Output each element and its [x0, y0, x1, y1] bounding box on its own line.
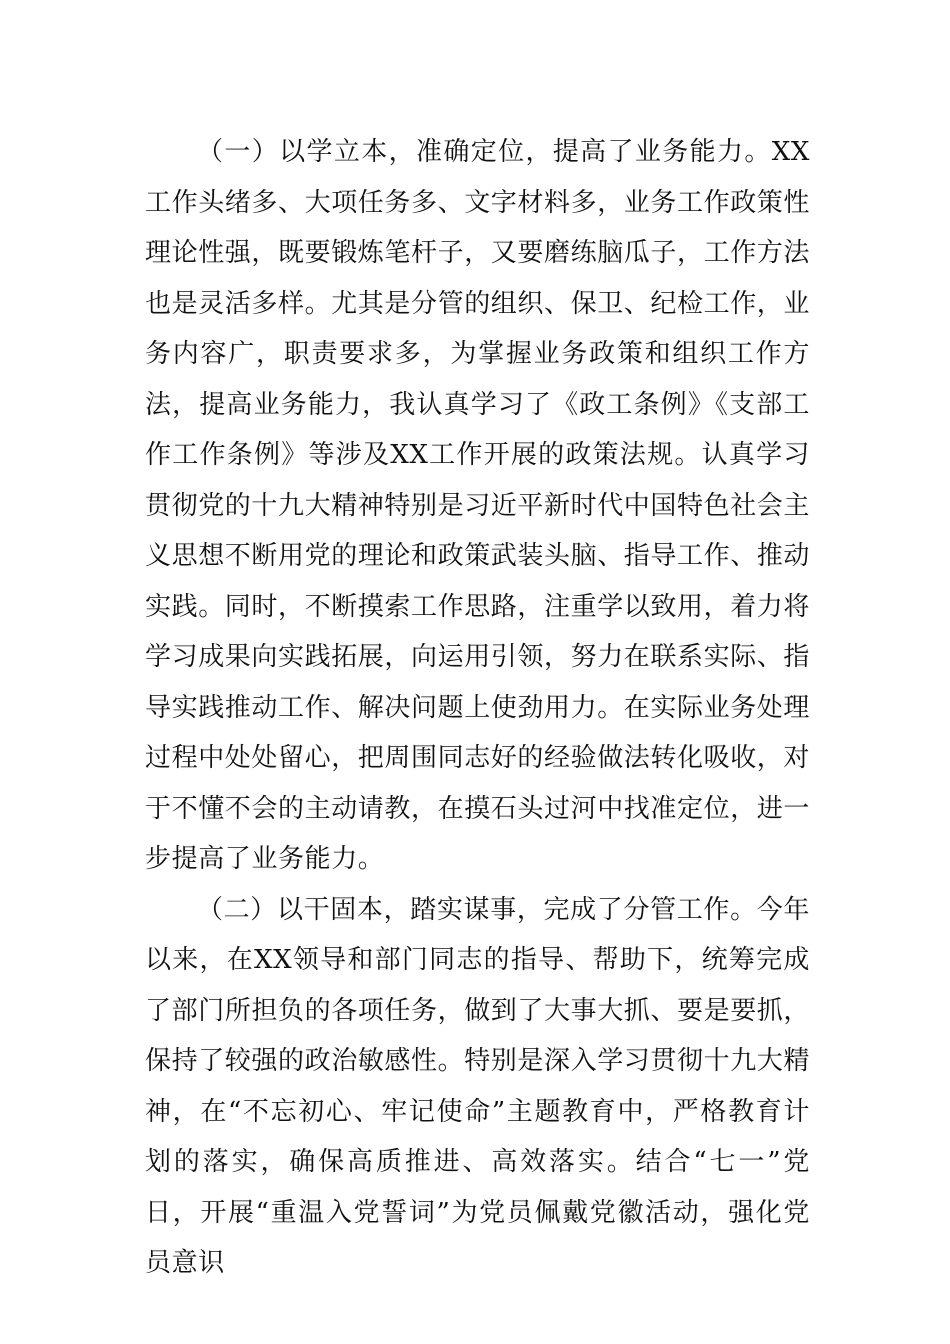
document-body [145, 127, 810, 1289]
paragraph-2: （二）以干固本，踏实谋事，完成了分管工作。今年以来，在XX领导和部门同志的指导、帮助下，统筹完成了部门所担负的各项任务，做到了大事大抓、要是要抓，保持了较强的政治敏感性。特别是深入学习贯彻十九大精神，在“不忘初心、牢记使命”主题教育中，严格教育计划的落实，确保高质推进、高效落实。结合“七一”党日，开展“重温入党誓词”为党员佩戴党徽活动，强化党员意识 [145, 894, 811, 1278]
paragraph-1: （一）以学立本，准确定位，提高了业务能力。XX工作头绪多、大项任务多、文字材料多，业务工作政策性理论性强，既要锻炼笔杆子，又要磨练脑瓜子，工作方法也是灵活多样。尤其是分管的组织、保卫、纪检工作，业务内容广，职责要求多，为掌握业务政策和组织工作方法，提高业务能力，我认真学习了《政工条例》《支部工作工作条例》等涉及XX工作开展的政策法规。认真学习贯彻党的十九大精神特别是习近平新时代中国特色社会主义思想不断用党的理论和政策武装头脑、指导工作、推动实践。同时，不断摸索工作思路，注重学以致用，着力将学习成果向实践拓展，向运用引领，努力在联系实际、指导实践推动工作、解决问题上使劲用力。在实际业务处理过程中处处留心，把周围同志好的经验做法转化吸收，对于不懂不会的主动请教，在摸石头过河中找准定位，进一步提高了业务能力。 [145, 137, 811, 874]
